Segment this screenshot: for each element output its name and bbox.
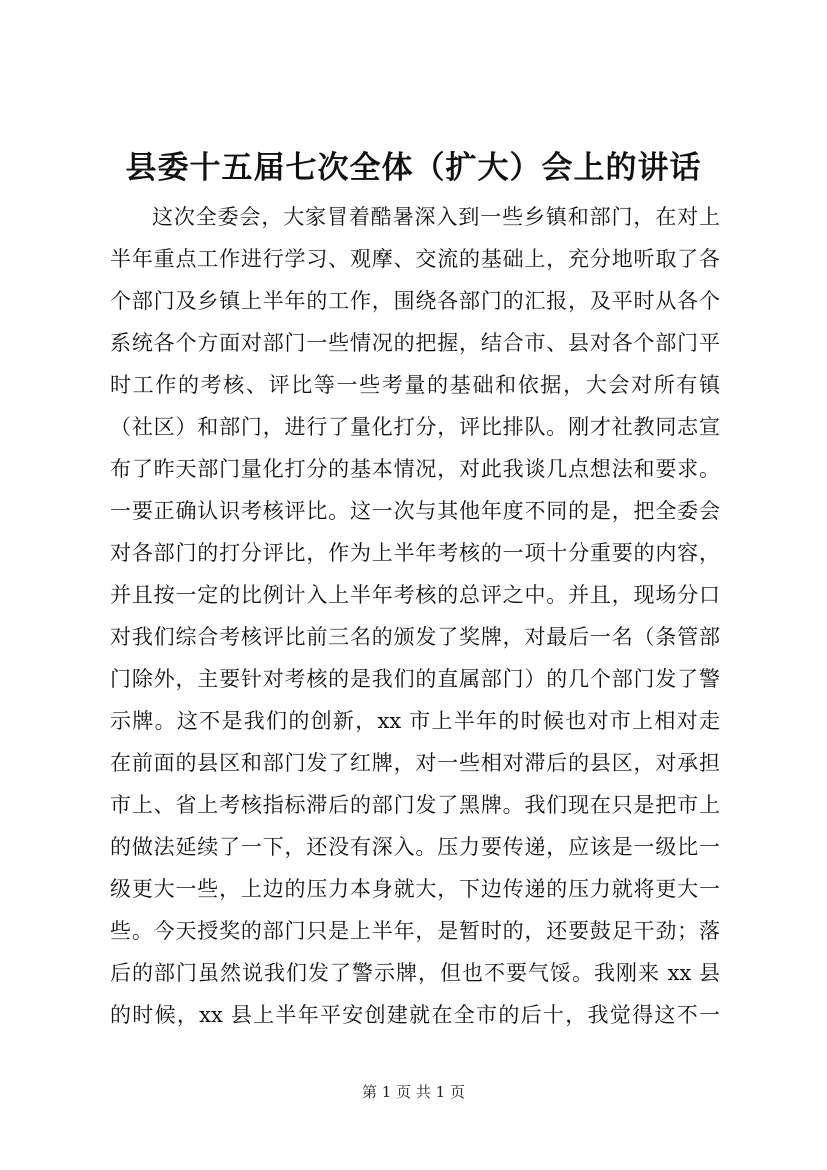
body-line: 时工作的考核、评比等一些考量的基础和依据，大会对所有镇 (110, 373, 720, 397)
body-line: 在前面的县区和部门发了红牌，对一些相对滞后的县区，对承担 (110, 751, 720, 775)
body-line: 些。今天授奖的部门只是上半年，是暂时的，还要鼓足干劲；落 (110, 919, 720, 943)
body-line: 示牌。这不是我们的创新，xx 市上半年的时候也对市上相对走 (110, 709, 720, 733)
body-line: 半年重点工作进行学习、观摩、交流的基础上，充分地听取了各 (110, 247, 720, 271)
body-line: （社区）和部门，进行了量化打分，评比排队。刚才社教同志宣 (110, 415, 720, 439)
page-number-footer: 第 1 页 共 1 页 (362, 1083, 465, 1101)
body-line: 的时候，xx 县上半年平安创建就在全市的后十，我觉得这不一 (110, 1003, 720, 1027)
body-line: 个部门及乡镇上半年的工作，围绕各部门的汇报，及平时从各个 (110, 289, 720, 313)
body-line: 的做法延续了一下，还没有深入。压力要传递，应该是一级比一 (110, 835, 720, 859)
document-title: 县委十五届七次全体（扩大）会上的讲话 (125, 150, 702, 186)
body-line: 门除外，主要针对考核的是我们的直属部门）的几个部门发了警 (110, 667, 720, 691)
document-body (110, 196, 720, 1036)
body-line: 市上、省上考核指标滞后的部门发了黑牌。我们现在只是把市上 (110, 793, 720, 817)
body-line: 一要正确认识考核评比。这一次与其他年度不同的是，把全委会 (110, 499, 720, 523)
body-line: 对我们综合考核评比前三名的颁发了奖牌，对最后一名（条管部 (110, 625, 720, 649)
body-line: 布了昨天部门量化打分的基本情况，对此我谈几点想法和要求。 (110, 457, 720, 481)
body-line: 后的部门虽然说我们发了警示牌，但也不要气馁。我刚来 xx 县 (110, 961, 720, 985)
body-line: 对各部门的打分评比，作为上半年考核的一项十分重要的内容， (110, 541, 720, 565)
body-line: 系统各个方面对部门一些情况的把握，结合市、县对各个部门平 (110, 331, 720, 355)
body-line: 这次全委会，大家冒着酷暑深入到一些乡镇和部门，在对上 (152, 205, 720, 229)
body-line: 并且按一定的比例计入上半年考核的总评之中。并且，现场分口 (110, 583, 720, 607)
body-line: 级更大一些，上边的压力本身就大，下边传递的压力就将更大一 (110, 877, 720, 901)
